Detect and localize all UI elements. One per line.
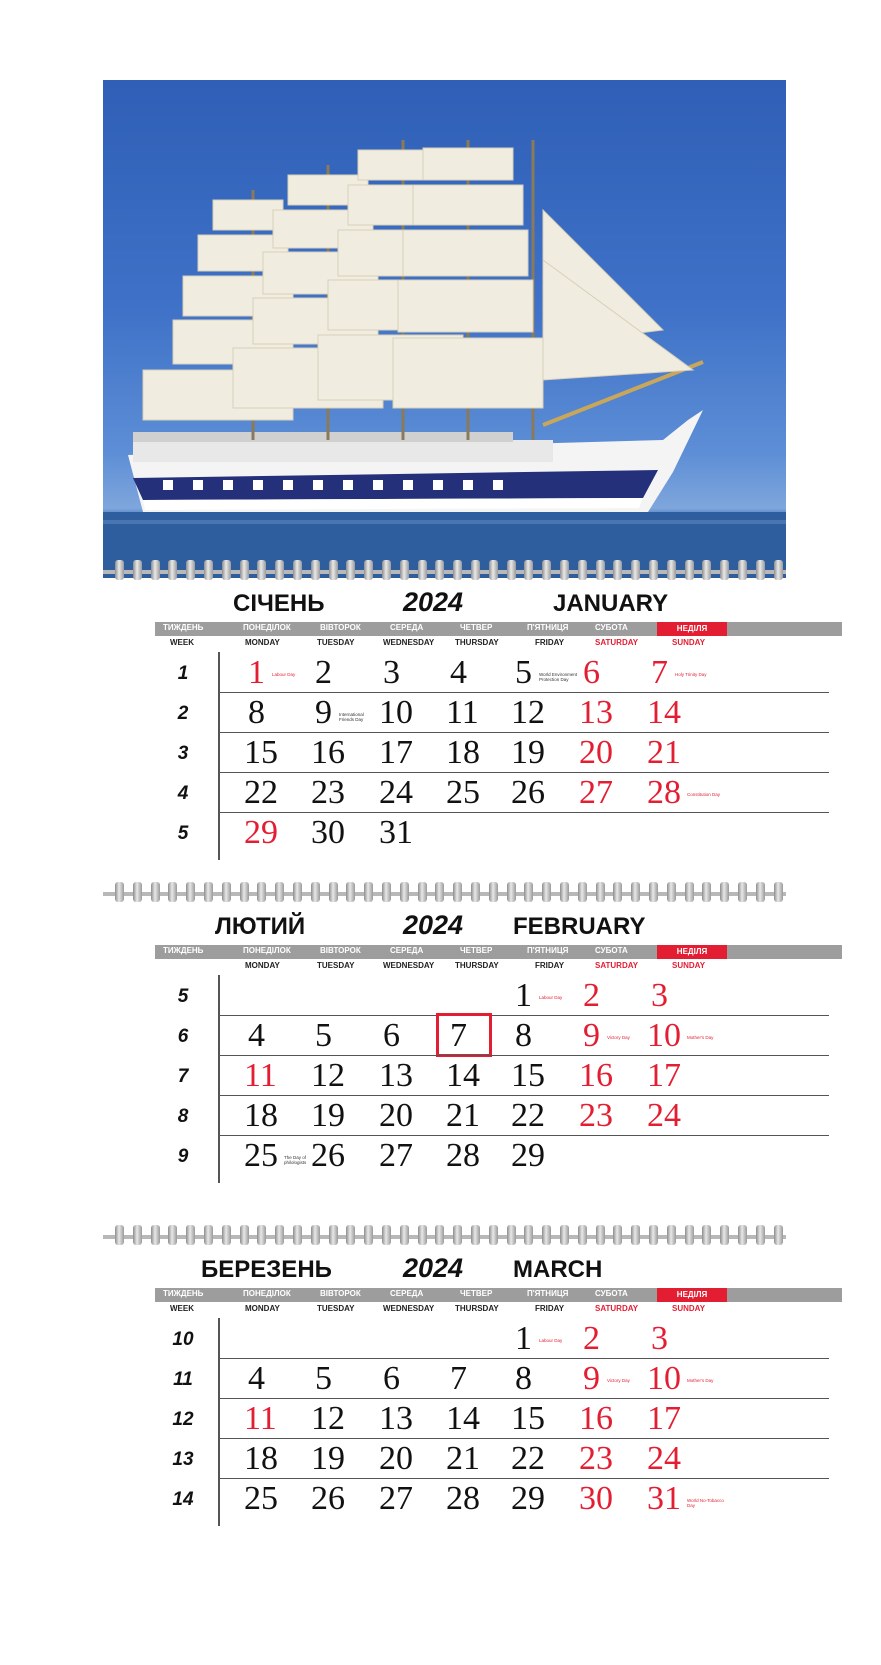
- ring: [649, 560, 658, 580]
- row-divider: [218, 1398, 829, 1399]
- day-cell[interactable]: 23: [311, 774, 345, 811]
- ring: [720, 882, 729, 902]
- ring: [329, 560, 338, 580]
- ring: [293, 882, 302, 902]
- week-number: 3: [177, 743, 189, 764]
- day-cell[interactable]: 18: [446, 734, 480, 771]
- day-cell[interactable]: 2: [583, 1320, 600, 1357]
- holiday-note: Labour Day: [539, 1338, 563, 1343]
- day-cell[interactable]: 10: [647, 1017, 681, 1054]
- day-cell[interactable]: 13: [579, 694, 613, 731]
- row-divider: [218, 732, 829, 733]
- day-cell[interactable]: 12: [511, 694, 545, 731]
- day-cell[interactable]: 30: [579, 1480, 613, 1517]
- day-cell[interactable]: 24: [647, 1097, 681, 1134]
- ring: [631, 1225, 640, 1245]
- day-cell[interactable]: 29: [511, 1137, 545, 1174]
- ring: [364, 882, 373, 902]
- month-name-en: FEBRUARY: [513, 913, 646, 940]
- ring: [507, 1225, 516, 1245]
- ring: [453, 882, 462, 902]
- ring: [275, 560, 284, 580]
- ring: [720, 560, 729, 580]
- week-number: 10: [172, 1329, 194, 1350]
- ring: [453, 560, 462, 580]
- day-cell[interactable]: 10: [647, 1360, 681, 1397]
- week-number: 6: [177, 1026, 189, 1047]
- week-number: 12: [172, 1409, 194, 1430]
- day-cell[interactable]: 30: [311, 814, 345, 851]
- day-cell[interactable]: 21: [446, 1097, 480, 1134]
- ring: [222, 560, 231, 580]
- week-number: 7: [177, 1066, 189, 1087]
- ring: [257, 1225, 266, 1245]
- holiday-note: The Day of philologists: [284, 1155, 307, 1165]
- ring: [702, 1225, 711, 1245]
- ring: [204, 882, 213, 902]
- ring: [186, 560, 195, 580]
- row-divider: [218, 1055, 829, 1056]
- holiday-note: Victory Day: [607, 1378, 630, 1383]
- day-cell[interactable]: 9: [583, 1360, 600, 1397]
- ring: [524, 560, 533, 580]
- day-cell[interactable]: 20: [379, 1440, 413, 1477]
- week-number: 13: [172, 1449, 194, 1470]
- ring: [774, 560, 783, 580]
- ring: [524, 882, 533, 902]
- day-cell[interactable]: 20: [379, 1097, 413, 1134]
- ring: [774, 1225, 783, 1245]
- ring: [542, 560, 551, 580]
- day-cell[interactable]: 25: [446, 774, 480, 811]
- ring: [667, 882, 676, 902]
- ring: [435, 1225, 444, 1245]
- ring: [596, 1225, 605, 1245]
- day-cell[interactable]: 9: [315, 694, 332, 731]
- month-march: [103, 1248, 786, 1578]
- day-cell[interactable]: 16: [579, 1400, 613, 1437]
- year: 2024: [403, 587, 464, 617]
- ring: [382, 882, 391, 902]
- ring: [418, 882, 427, 902]
- year: 2024: [403, 1253, 464, 1283]
- grid-divider: [218, 1318, 220, 1526]
- day-cell[interactable]: 14: [446, 1057, 480, 1094]
- ring: [667, 1225, 676, 1245]
- ring: [311, 1225, 320, 1245]
- row-divider: [218, 772, 829, 773]
- month-name-ua: СІЧЕНЬ: [233, 590, 325, 617]
- day-cell[interactable]: 1: [248, 654, 265, 691]
- ring: [257, 560, 266, 580]
- ring: [400, 560, 409, 580]
- day-cell[interactable]: 17: [379, 734, 413, 771]
- ring: [400, 882, 409, 902]
- holiday-note: International Friends Day: [339, 712, 364, 722]
- day-cell[interactable]: 16: [311, 734, 345, 771]
- ring: [720, 1225, 729, 1245]
- ring: [133, 882, 142, 902]
- ring: [346, 882, 355, 902]
- ring: [489, 560, 498, 580]
- ring: [418, 560, 427, 580]
- ring: [756, 1225, 765, 1245]
- day-cell[interactable]: 26: [311, 1480, 345, 1517]
- ring: [649, 1225, 658, 1245]
- day-cell[interactable]: 18: [244, 1097, 278, 1134]
- day-cell[interactable]: 26: [311, 1137, 345, 1174]
- day-cell[interactable]: 11: [244, 1057, 277, 1094]
- day-cell[interactable]: 19: [511, 734, 545, 771]
- ring: [435, 882, 444, 902]
- ring: [578, 1225, 587, 1245]
- day-cell[interactable]: 12: [311, 1057, 345, 1094]
- day-cell[interactable]: 17: [647, 1400, 681, 1437]
- day-cell[interactable]: 27: [379, 1137, 413, 1174]
- holiday-note: Constitution Day: [687, 792, 721, 797]
- ring: [507, 560, 516, 580]
- ring: [329, 882, 338, 902]
- day-cell[interactable]: 17: [647, 1057, 681, 1094]
- day-cell[interactable]: 25: [244, 1137, 278, 1174]
- ring: [329, 1225, 338, 1245]
- weekday-bar-en: MONDAY TUESDAY WEDNESDAY THURSDAY FRIDAY SATURDAY SUNDAY: [245, 961, 706, 970]
- weekday-bar-ua: ТИЖДЕНЬ ПОНЕДІЛОК ВІВТОРОК СЕРЕДА ЧЕТВЕР П'ЯТНИЦЯ СУБОТА НЕДІЛЯ: [155, 622, 842, 636]
- day-cell[interactable]: 26: [511, 774, 545, 811]
- holiday-note: Holy Trinity Day: [675, 672, 707, 677]
- day-cell[interactable]: 18: [244, 1440, 278, 1477]
- day-cell[interactable]: 23: [579, 1097, 613, 1134]
- ring: [596, 560, 605, 580]
- week-number: 9: [177, 1146, 189, 1167]
- day-cell[interactable]: 20: [579, 734, 613, 771]
- week-number: 1: [177, 663, 189, 684]
- ring: [756, 882, 765, 902]
- day-cell[interactable]: 15: [511, 1057, 545, 1094]
- ring: [222, 882, 231, 902]
- day-cell[interactable]: 31: [379, 814, 413, 851]
- ring: [364, 560, 373, 580]
- ring: [774, 882, 783, 902]
- row-divider: [218, 1095, 829, 1096]
- day-cell[interactable]: 5: [515, 654, 532, 691]
- ring: [257, 882, 266, 902]
- ship-photo: [103, 80, 786, 578]
- ring: [293, 560, 302, 580]
- day-cell[interactable]: 15: [244, 734, 278, 771]
- holiday-note: Labour Day: [539, 995, 563, 1000]
- ring: [275, 1225, 284, 1245]
- ring: [542, 1225, 551, 1245]
- day-cell[interactable]: 19: [311, 1097, 345, 1134]
- month-january: [103, 582, 786, 880]
- ring: [685, 1225, 694, 1245]
- ring: [186, 1225, 195, 1245]
- ring: [346, 1225, 355, 1245]
- day-cell[interactable]: 28: [446, 1480, 480, 1517]
- week-number: 11: [173, 1369, 193, 1390]
- row-divider: [218, 692, 829, 693]
- ring: [578, 560, 587, 580]
- ring: [151, 1225, 160, 1245]
- ring: [240, 882, 249, 902]
- day-cell[interactable]: 2: [315, 654, 332, 691]
- day-cell[interactable]: 22: [511, 1097, 545, 1134]
- ring: [222, 1225, 231, 1245]
- ring: [685, 882, 694, 902]
- ring: [507, 882, 516, 902]
- day-cell[interactable]: 11: [446, 694, 479, 731]
- ring: [382, 1225, 391, 1245]
- week-number: 5: [177, 986, 189, 1007]
- holiday-note: World Environment Protection Day: [539, 672, 578, 682]
- ring: [115, 882, 124, 902]
- day-cell[interactable]: 7: [450, 1017, 467, 1054]
- day-cell[interactable]: 4: [248, 1017, 265, 1054]
- day-cell[interactable]: 29: [244, 814, 278, 851]
- ring: [240, 1225, 249, 1245]
- week-number: 14: [172, 1489, 194, 1510]
- day-cell[interactable]: 9: [583, 1017, 600, 1054]
- day-cell[interactable]: 15: [511, 1400, 545, 1437]
- day-cell[interactable]: 23: [579, 1440, 613, 1477]
- ring: [613, 1225, 622, 1245]
- ring: [613, 882, 622, 902]
- ring: [382, 560, 391, 580]
- day-cell[interactable]: 1: [515, 1320, 532, 1357]
- ring: [471, 1225, 480, 1245]
- day-cell[interactable]: 8: [515, 1360, 532, 1397]
- day-cell[interactable]: 21: [647, 734, 681, 771]
- ring: [613, 560, 622, 580]
- ring: [151, 560, 160, 580]
- day-cell[interactable]: 1: [515, 977, 532, 1014]
- holiday-note: Victory Day: [607, 1035, 630, 1040]
- ring: [240, 560, 249, 580]
- year: 2024: [403, 910, 464, 940]
- holiday-note: Mother's Day: [687, 1378, 714, 1383]
- ring: [168, 1225, 177, 1245]
- day-cell[interactable]: 25: [244, 1480, 278, 1517]
- ring: [560, 882, 569, 902]
- day-cell[interactable]: 27: [379, 1480, 413, 1517]
- day-cell[interactable]: 7: [450, 1360, 467, 1397]
- ring: [471, 560, 480, 580]
- weekday-bar-ua: ТИЖДЕНЬ ПОНЕДІЛОК ВІВТОРОК СЕРЕДА ЧЕТВЕР П'ЯТНИЦЯ СУБОТА НЕДІЛЯ: [155, 945, 842, 959]
- today-highlight: [436, 1013, 492, 1057]
- ring: [631, 560, 640, 580]
- day-cell[interactable]: 3: [383, 654, 400, 691]
- month-name-en: JANUARY: [553, 590, 669, 617]
- day-cell[interactable]: 5: [315, 1360, 332, 1397]
- week-number: 4: [177, 783, 189, 804]
- ring: [524, 1225, 533, 1245]
- ring: [738, 560, 747, 580]
- row-divider: [218, 1015, 829, 1016]
- day-cell[interactable]: 24: [647, 1440, 681, 1477]
- ring: [400, 1225, 409, 1245]
- ring: [168, 882, 177, 902]
- week-number: 8: [177, 1106, 189, 1127]
- day-cell[interactable]: 5: [315, 1017, 332, 1054]
- row-divider: [218, 812, 829, 813]
- ring: [115, 1225, 124, 1245]
- ring: [418, 1225, 427, 1245]
- day-cell[interactable]: 7: [651, 654, 668, 691]
- ring: [489, 882, 498, 902]
- day-cell[interactable]: 4: [248, 1360, 265, 1397]
- holiday-note: Labour Day: [272, 672, 296, 677]
- ring: [631, 882, 640, 902]
- ring: [133, 560, 142, 580]
- spiral-binding: [103, 560, 786, 582]
- ring: [311, 882, 320, 902]
- ring: [649, 882, 658, 902]
- weekday-bar-en: WEEK MONDAY TUESDAY WEDNESDAY THURSDAY FRIDAY SATURDAY SUNDAY: [170, 638, 706, 647]
- day-cell[interactable]: 28: [446, 1137, 480, 1174]
- holiday-note: Mother's Day: [687, 1035, 714, 1040]
- ring: [560, 560, 569, 580]
- month-february: [103, 905, 786, 1223]
- day-cell[interactable]: 29: [511, 1480, 545, 1517]
- day-cell[interactable]: 13: [379, 1400, 413, 1437]
- day-cell[interactable]: 14: [647, 694, 681, 731]
- day-cell[interactable]: 21: [446, 1440, 480, 1477]
- ring: [293, 1225, 302, 1245]
- ring: [346, 560, 355, 580]
- ring: [204, 560, 213, 580]
- grid-divider: [218, 975, 220, 1183]
- day-cell[interactable]: 31: [647, 1480, 681, 1517]
- ring: [702, 882, 711, 902]
- day-cell[interactable]: 22: [244, 774, 278, 811]
- day-cell[interactable]: 24: [379, 774, 413, 811]
- ring: [204, 1225, 213, 1245]
- week-number: 2: [177, 703, 189, 724]
- ring: [578, 882, 587, 902]
- row-divider: [218, 1135, 829, 1136]
- day-cell[interactable]: 2: [583, 977, 600, 1014]
- day-cell[interactable]: 8: [515, 1017, 532, 1054]
- ring: [489, 1225, 498, 1245]
- ring: [667, 560, 676, 580]
- row-divider: [218, 1358, 829, 1359]
- ring: [756, 560, 765, 580]
- ring: [542, 882, 551, 902]
- month-name-en: MARCH: [513, 1256, 603, 1283]
- row-divider: [218, 1438, 829, 1439]
- ring: [560, 1225, 569, 1245]
- spiral-binding: [103, 882, 786, 904]
- ring: [364, 1225, 373, 1245]
- day-cell[interactable]: 6: [583, 654, 600, 691]
- holiday-note: World No-Tobacco Day: [687, 1498, 724, 1508]
- ring: [471, 882, 480, 902]
- ring: [738, 882, 747, 902]
- ring: [311, 560, 320, 580]
- day-cell[interactable]: 11: [244, 1400, 277, 1437]
- ring: [275, 882, 284, 902]
- ring: [453, 1225, 462, 1245]
- ring: [702, 560, 711, 580]
- month-name-ua: ЛЮТИЙ: [215, 913, 306, 940]
- day-cell[interactable]: 28: [647, 774, 681, 811]
- weekday-bar-ua: ТИЖДЕНЬ ПОНЕДІЛОК ВІВТОРОК СЕРЕДА ЧЕТВЕР П'ЯТНИЦЯ СУБОТА НЕДІЛЯ: [155, 1288, 842, 1302]
- ring: [133, 1225, 142, 1245]
- day-cell[interactable]: 3: [651, 977, 668, 1014]
- day-cell[interactable]: 22: [511, 1440, 545, 1477]
- day-cell[interactable]: 27: [579, 774, 613, 811]
- ring: [115, 560, 124, 580]
- day-cell[interactable]: 13: [379, 1057, 413, 1094]
- day-cell[interactable]: 4: [450, 654, 467, 691]
- ring: [596, 882, 605, 902]
- ring: [738, 1225, 747, 1245]
- day-cell[interactable]: 16: [579, 1057, 613, 1094]
- day-cell[interactable]: 6: [383, 1017, 400, 1054]
- month-name-ua: БЕРЕЗЕНЬ: [201, 1256, 332, 1283]
- ring: [685, 560, 694, 580]
- day-cell[interactable]: 19: [311, 1440, 345, 1477]
- day-cell[interactable]: 8: [248, 694, 265, 731]
- ring: [168, 560, 177, 580]
- spiral-binding: [103, 1225, 786, 1247]
- day-cell[interactable]: 14: [446, 1400, 480, 1437]
- ring: [186, 882, 195, 902]
- day-cell[interactable]: 3: [651, 1320, 668, 1357]
- weekday-bar-en: WEEK MONDAY TUESDAY WEDNESDAY THURSDAY FRIDAY SATURDAY SUNDAY: [170, 1304, 706, 1313]
- ring: [151, 882, 160, 902]
- grid-divider: [218, 652, 220, 860]
- day-cell[interactable]: 12: [311, 1400, 345, 1437]
- day-cell[interactable]: 6: [383, 1360, 400, 1397]
- row-divider: [218, 1478, 829, 1479]
- week-number: 5: [177, 823, 189, 844]
- day-cell[interactable]: 10: [379, 694, 413, 731]
- ring: [435, 560, 444, 580]
